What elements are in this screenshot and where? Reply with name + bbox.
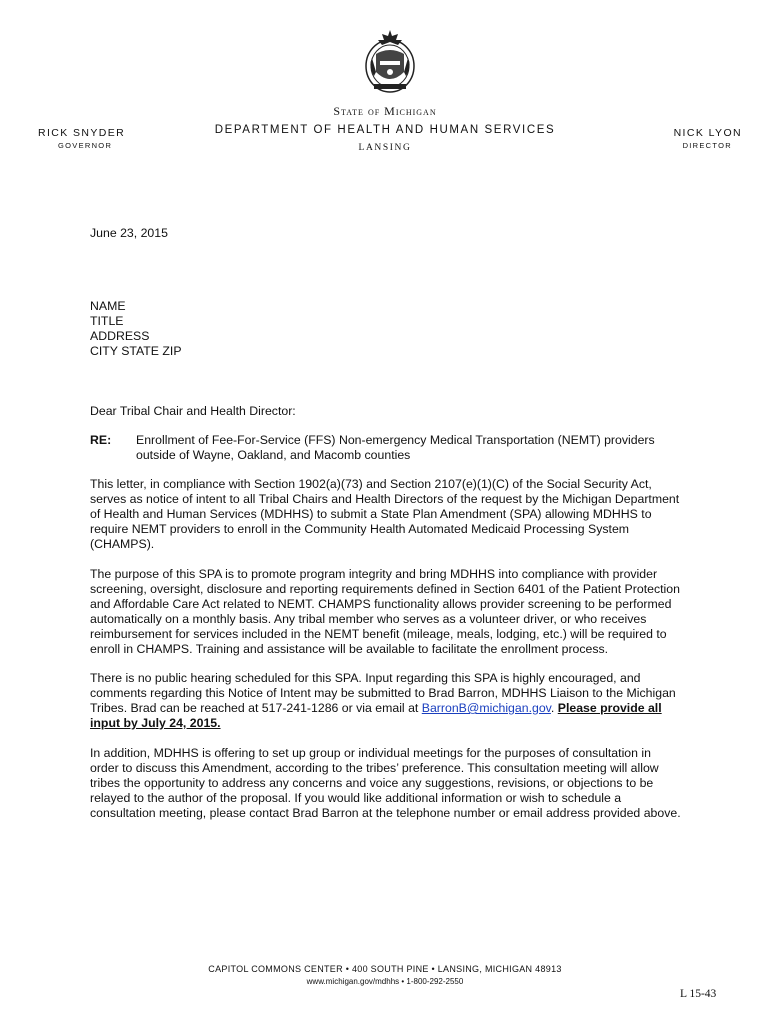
footer-address: CAPITOL COMMONS CENTER • 400 SOUTH PINE • LANSING, MICHIGAN 48913 <box>208 964 562 974</box>
governor-title: GOVERNOR <box>58 141 113 150</box>
paragraph-notice: This letter, in compliance with Section 1902(a)(73) and Section 2107(e)(1)(C) of the Social Security Act, serves as notice of intent to all Tribal Chairs and Health Directors of the request by the Michigan Department of Health and Human Services (MDHHS) to submit a State Plan Amendment (SPA) allowing MDHHS to require NEMT providers to enroll in the Community Health Automated Medicaid Processing System (CHAMPS). <box>90 477 680 551</box>
city-name: LANSING <box>358 143 412 153</box>
salutation: Dear Tribal Chair and Health Director: <box>90 404 296 418</box>
paragraph-consultation: In addition, MDHHS is offering to set up group or individual meetings for the purposes of consultation in order to discuss this Amendment, according to the tribes’ preference. This consultation meeting will allow tribes the opportunity to address any concerns and voice any suggestions, revisions, or objections to be relayed to the author of the proposal. If you would like additional information or wish to schedule a consultation meeting, please contact Brad Barron at the telephone number or email address provided above. <box>90 745 681 820</box>
paragraph-purpose: The purpose of this SPA is to promote program integrity and bring MDHHS into compliance with provider screening, oversight, disclosure and reporting requirements defined in Section 6401 of the Patient Protection and Affordable Care Act related to NEMT. CHAMPS functionality allows provider screening to be performed automatically on a monthly basis. Any tribal member who serves as a volunteer driver, or who receives reimbursement for services included in the NEMT benefit (mileage, meals, lodging, etc.) will be required to enroll in CHAMPS. Training and assistance will be available to facilitate the enrollment process. <box>90 566 680 656</box>
letter-date: June 23, 2015 <box>90 226 168 240</box>
state-name: State of Michigan <box>333 104 437 118</box>
state-seal-icon <box>360 28 420 96</box>
footer-contact: www.michigan.gov/mdhhs • 1-800-292-2550 <box>306 977 464 986</box>
address-line: TITLE <box>90 314 124 328</box>
address-block <box>90 299 182 359</box>
email-link[interactable]: BarronB@michigan.gov <box>421 701 551 715</box>
director-name: NICK LYON <box>673 127 742 139</box>
re-label: RE: <box>90 433 112 447</box>
paragraph-input <box>90 671 682 731</box>
letter-body <box>90 477 682 835</box>
address-line: CITY STATE ZIP <box>90 344 182 358</box>
department-name: DEPARTMENT OF HEALTH AND HUMAN SERVICES <box>214 124 556 136</box>
letter-code: L 15-43 <box>680 988 717 1000</box>
governor-name: RICK SNYDER <box>38 127 126 139</box>
input-separator: . <box>550 701 558 715</box>
input-text: There is no public hearing scheduled for this SPA. Input regarding this SPA is highly encouraged, and comments regarding this Notice of Intent may be submitted to Brad Barron, MDHHS Liaison to the Michigan Tribes. Brad can be reached at 517-241-1286 or via email at <box>90 671 676 715</box>
deadline-notice: Please provide all input by July 24, 2015. <box>90 701 662 730</box>
address-line: ADDRESS <box>90 329 150 343</box>
director-title: DIRECTOR <box>682 141 732 150</box>
address-line: NAME <box>90 299 126 313</box>
re-subject: Enrollment of Fee-For-Service (FFS) Non-emergency Medical Transportation (NEMT) providers outside of Wayne, Oakland, and Macomb counties <box>136 433 655 462</box>
